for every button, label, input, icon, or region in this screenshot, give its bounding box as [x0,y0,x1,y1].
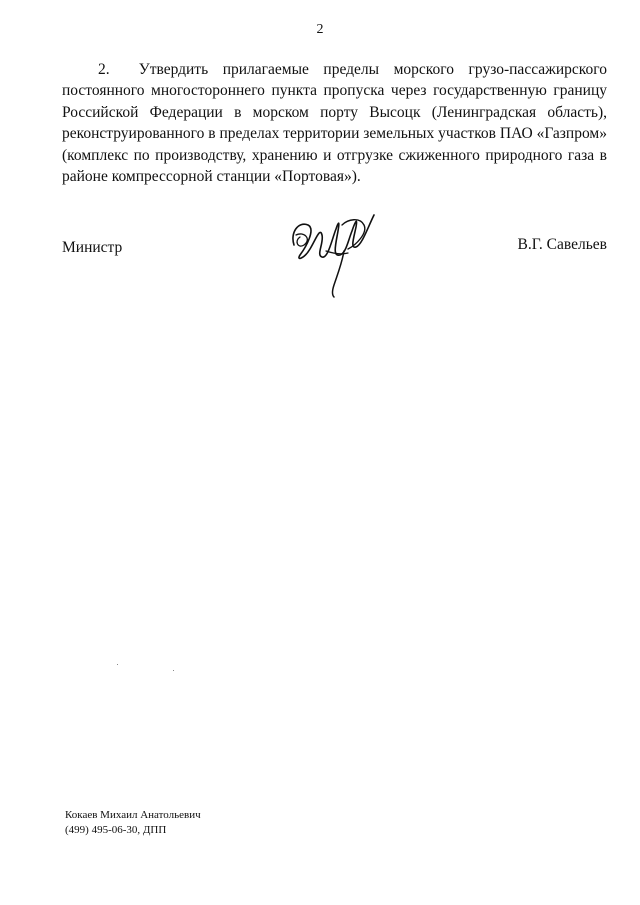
executor-phone: (499) 495-06-30, ДПП [65,823,167,836]
scan-speck [117,664,118,665]
executor-footer [65,808,201,837]
signatory-name: В.Г. Савельев [517,236,607,253]
order-paragraph: 2. Утвердить прилагаемые пределы морского грузо-пассажирского постоянного многостороннего пункта пропуска через государственную границу Российской Федерации в морском порту Высоцк (Ленинградская область), реконструированного в пределах территории земельных участков ПАО «Газпром» (комплекс по производству, хранению и отгрузке сжиженного природного газа в районе компрессорной станции «Портовая»). [62,61,607,186]
handwritten-signature [286,205,386,300]
signatory-title: Министр [62,239,123,256]
page-number: 2 [316,22,324,37]
executor-name: Кокаев Михаил Анатольевич [65,809,201,821]
scan-speck [173,670,174,671]
